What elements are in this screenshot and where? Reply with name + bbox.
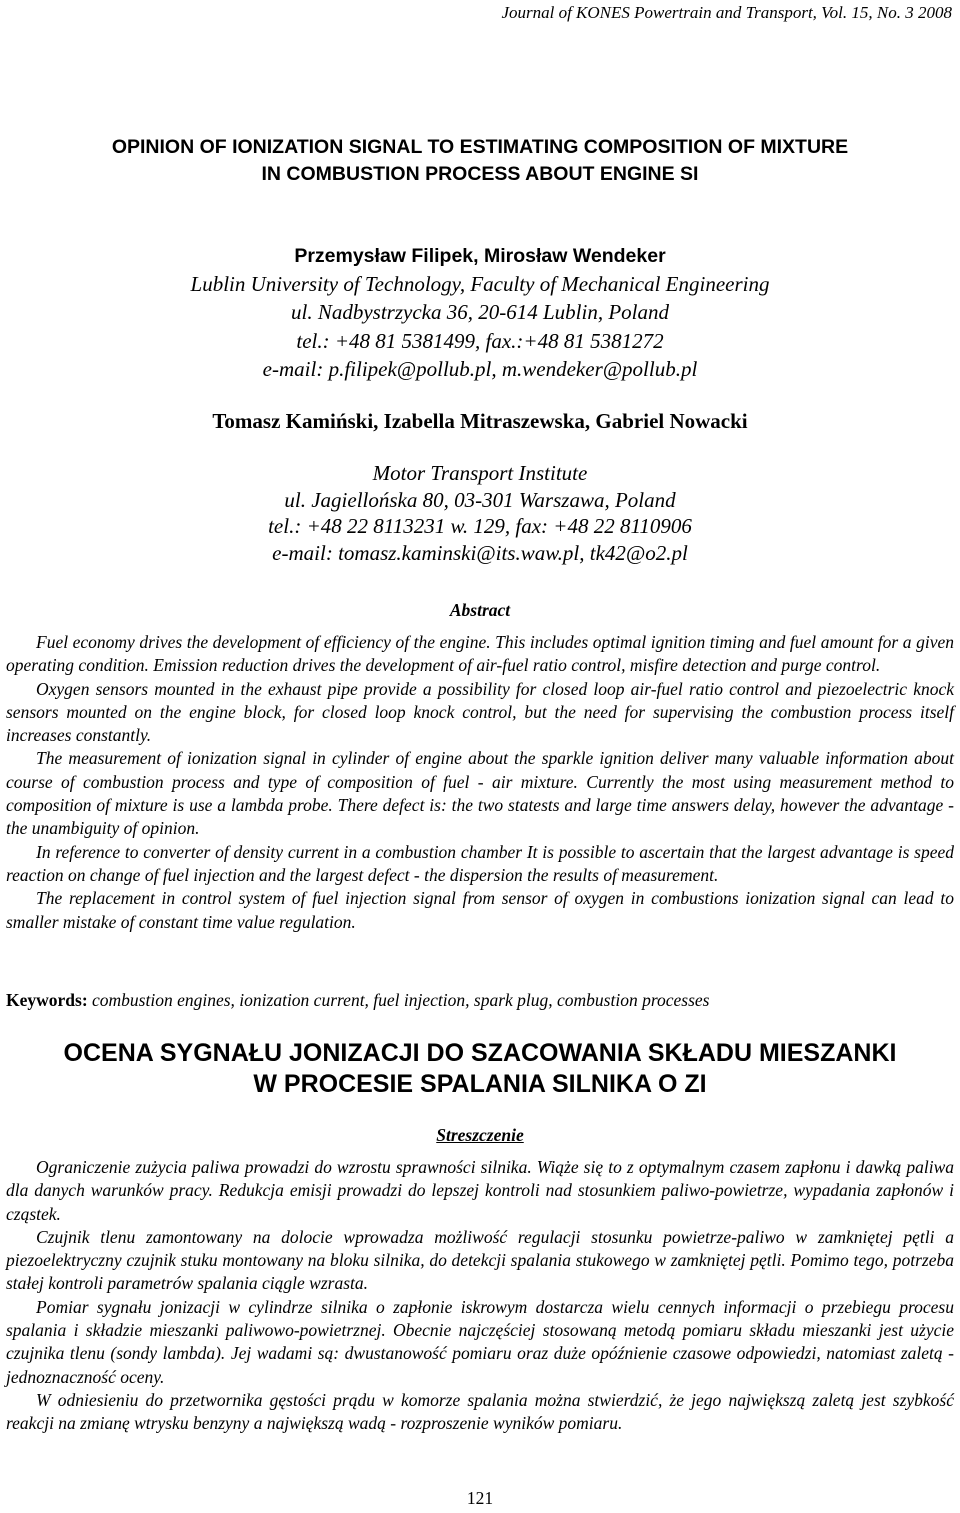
affiliation-line: ul. Nadbystrzycka 36, 20-614 Lublin, Poland	[291, 300, 669, 325]
authors-group-1: Przemysław Filipek, Mirosław Wendeker	[294, 245, 666, 267]
paper-title-line: IN COMBUSTION PROCESS ABOUT ENGINE SI	[261, 163, 699, 185]
affiliation-line: ul. Jagiellońska 80, 03-301 Warszawa, Poland	[284, 487, 676, 512]
paper-title-line: OPINION OF IONIZATION SIGNAL TO ESTIMATING COMPOSITION OF MIXTURE	[111, 136, 849, 158]
keywords-label: Keywords:	[6, 990, 88, 1010]
streszczenie-paragraph: W odniesieniu do przetwornika gęstości prądu w komorze spalania można stwierdzić, że jego największą zaletą jest szybkość reakcji na zmianę wtrysku benzyny a największą wadą - rozproszenie wyników pomiaru.	[6, 1389, 954, 1434]
paper-title-line: W PROCESIE SPALANIA SILNIKA O ZI	[253, 1070, 707, 1098]
streszczenie-paragraph: Ograniczenie zużycia paliwa prowadzi do wzrostu sprawności silnika. Wiąże się to z optymalnym czasem zapłonu i dawką paliwa dla danych warunków pracy. Redukcja emisji prowadzi do lepszej kontroli nad stosunkiem paliwo-powietrze, wypadania zapłonów i cząstek.	[6, 1157, 954, 1224]
affiliation-2	[0, 460, 960, 566]
authors-group-2: Tomasz Kamiński, Izabella Mitraszewska, Gabriel Nowacki	[212, 409, 748, 433]
affiliation-email: e-mail: p.filipek@pollub.pl, m.wendeker@pollub.pl	[262, 356, 698, 381]
abstract-paragraph: Oxygen sensors mounted in the exhaust pipe provide a possibility for closed loop air-fuel ratio control and piezoelectric knock sensors mounted on the engine block, for closed loop knock control, but the need for supervising the combustion process itself increases constantly.	[6, 678, 954, 746]
abstract-paragraph: Fuel economy drives the development of efficiency of the engine. This includes optimal ignition timing and fuel amount for a given operating condition. Emission reduction drives the development of air-fuel ratio control, misfire detection and purge control.	[6, 632, 954, 676]
streszczenie-body	[6, 1156, 954, 1436]
affiliation-line: tel.: +48 22 8113231 w. 129, fax: +48 22 8110906	[268, 514, 692, 538]
affiliation-line: tel.: +48 81 5381499, fax.:+48 81 5381272	[296, 328, 664, 353]
streszczenie-heading: Streszczenie	[436, 1125, 524, 1145]
keywords-line	[6, 989, 954, 1011]
paper-title-line: OCENA SYGNAŁU JONIZACJI DO SZACOWANIA SKŁADU MIESZANKI	[63, 1039, 897, 1067]
page-number: 121	[466, 1488, 494, 1508]
affiliation-1	[0, 270, 960, 383]
abstract-heading: Abstract	[449, 600, 511, 620]
abstract-paragraph: In reference to converter of density current in a combustion chamber It is possible to ascertain that the largest advantage is speed reaction on change of fuel injection and the largest defect - the dispersion the results of measurement.	[6, 841, 954, 885]
paper-title-pl	[0, 1038, 960, 1100]
streszczenie-paragraph: Czujnik tlenu zamontowany na dolocie wprowadza możliwość regulacji stosunku powietrze-paliwo w zamkniętej pętli a piezoelektryczny czujnik stuku montowany na bloku silnika, do detekcji spalania stukowego w zamkniętej pętli. Pomimo tego, potrzeba stałej kontroli parametrów spalania ciągle wzrasta.	[6, 1226, 954, 1294]
paper-title-en	[0, 134, 960, 188]
streszczenie-paragraph: Pomiar sygnału jonizacji w cylindrze silnika o zapłonie iskrowym dostarcza wielu cennych informacji o przebiegu procesu spalania i składzie mieszanki paliwowo-powietrznej. Obecnie najczęściej stosowaną metodą pomiaru składu mieszanki jest użycie czujnika tlenu (sondy lambda). Jej wadami są: dwustanowość pomiaru oraz duże opóźnienie czasowe odpowiedzi, natomiast zaletą - jednoznaczność oceny.	[6, 1296, 954, 1387]
abstract-paragraph: The replacement in control system of fuel injection signal from sensor of oxygen in combustions ionization signal can lead to smaller mistake of constant time value regulation.	[6, 888, 954, 932]
abstract-body	[6, 631, 954, 934]
journal-header: Journal of KONES Powertrain and Transport, Vol. 15, No. 3 2008	[501, 3, 952, 22]
affiliation-email: e-mail: tomasz.kaminski@its.waw.pl, tk42@o2.pl	[272, 540, 688, 565]
keywords-text: combustion engines, ionization current, fuel injection, spark plug, combustion processes	[87, 990, 710, 1010]
affiliation-line: Lublin University of Technology, Faculty of Mechanical Engineering	[190, 272, 770, 296]
abstract-paragraph: The measurement of ionization signal in cylinder of engine about the sparkle ignition deliver many valuable information about course of combustion process and type of composition of fuel - air mixture. Currently the most using measurement method to composition of mixture is use a lambda probe. There defect is: the two statests and large time answers delay, however the advantage - the unambiguity of opinion.	[6, 748, 954, 839]
affiliation-line: Motor Transport Institute	[372, 461, 588, 485]
